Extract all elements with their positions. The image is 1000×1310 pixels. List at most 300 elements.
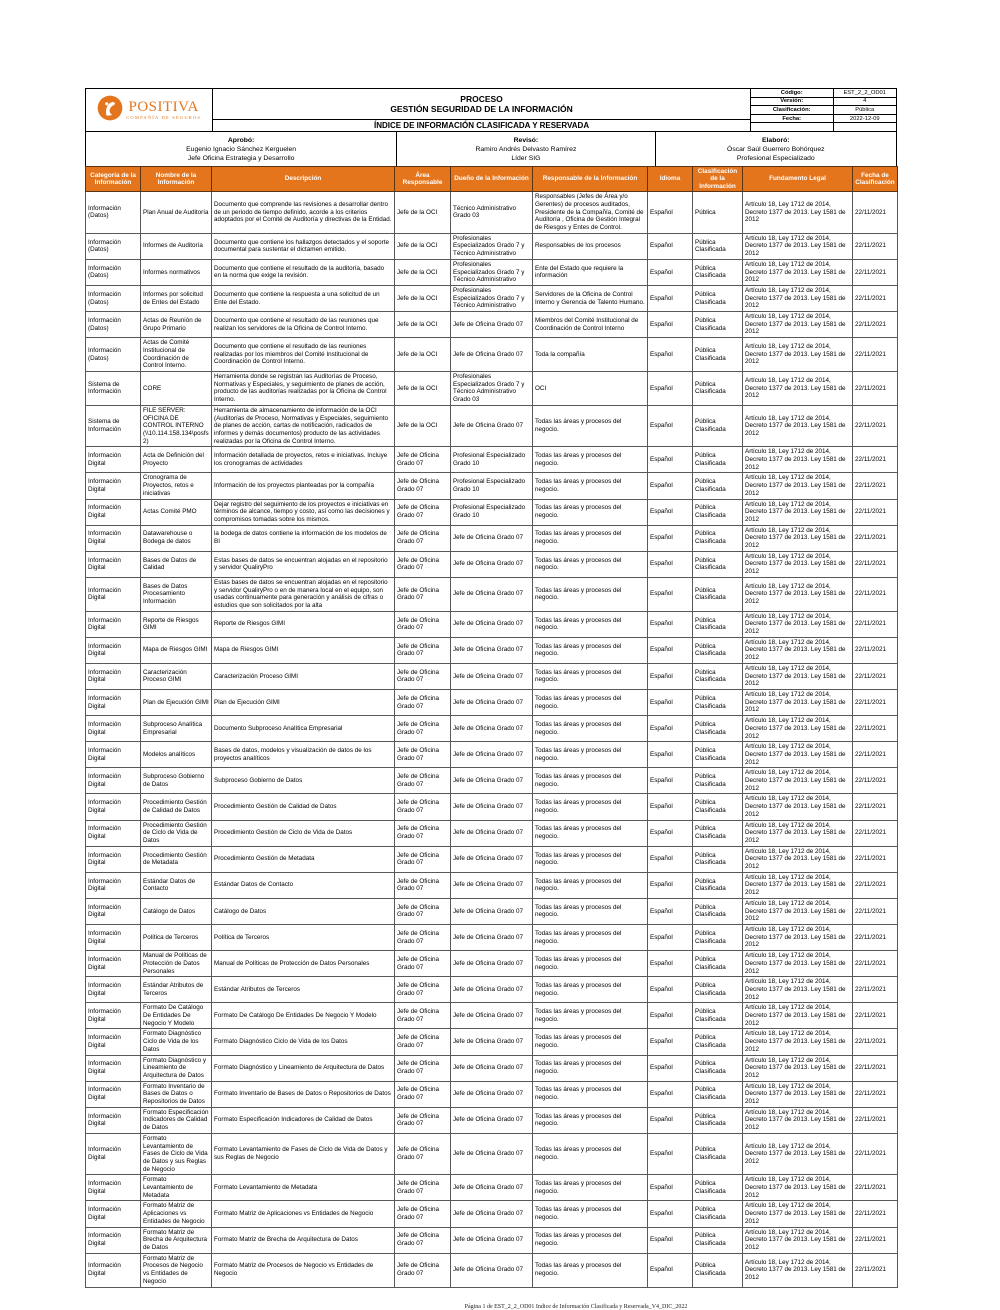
cell-fecha: 22/11/2021: [853, 768, 898, 794]
meta-label: Fecha:: [751, 115, 834, 123]
cell-resp: Todas las áreas y procesos del negocio.: [533, 1201, 648, 1227]
index-title: ÍNDICE DE INFORMACIÓN CLASIFICADA Y RESERVADA: [213, 119, 749, 131]
cell-fecha: 22/11/2021: [853, 312, 898, 338]
cell-desc: Formato Levantamiento de Fases de Ciclo de Vida de Datos y sus Reglas de Negocio: [212, 1133, 395, 1175]
cell-desc: Dejar registro del seguimiento de los proyectos e iniciativas en términos de alcance, tiempo y costo, así como las decisiones y compromisos tomadas sobre los mismos.: [212, 499, 395, 525]
cell-fecha: 22/11/2021: [853, 1055, 898, 1081]
cell-nombre: Informes por solicitud de Entes del Estado: [141, 285, 212, 311]
table-row: [86, 951, 898, 977]
cell-clasif: Pública Clasificada: [693, 742, 743, 768]
cell-area: Jefe de la OCI: [395, 233, 451, 259]
table-row: [86, 405, 898, 447]
cell-desc: Mapa de Riesgos GIMI: [212, 637, 395, 663]
cell-legal: Artículo 18, Ley 1712 de 2014, Decreto 1377 de 2013. Ley 1581 de 2012: [743, 846, 853, 872]
cell-legal: Artículo 18, Ley 1712 de 2014, Decreto 1377 de 2013. Ley 1581 de 2012: [743, 1201, 853, 1227]
cell-clasif: Pública Clasificada: [693, 611, 743, 637]
cell-cat: Información Digital: [86, 1133, 141, 1175]
positiva-logo-icon: [97, 95, 123, 126]
cell-legal: Artículo 18, Ley 1712 de 2014, Decreto 1377 de 2013. Ley 1581 de 2012: [743, 473, 853, 499]
cell-clasif: Pública Clasificada: [693, 259, 743, 285]
table-row: [86, 233, 898, 259]
process-label: PROCESO: [460, 94, 503, 104]
table-row: [86, 338, 898, 372]
cell-resp: Todas las áreas y procesos del negocio.: [533, 794, 648, 820]
table-row: [86, 1003, 898, 1029]
table-row: [86, 1081, 898, 1107]
meta-label: Clasificación:: [751, 106, 834, 114]
cell-nombre: Formato Diagnóstico y Lineamiento de Arquitectura de Datos: [141, 1055, 212, 1081]
cell-resp: Todas las áreas y procesos del negocio.: [533, 577, 648, 611]
cell-legal: Artículo 18, Ley 1712 de 2014, Decreto 1377 de 2013. Ley 1581 de 2012: [743, 924, 853, 950]
cell-cat: Información Digital: [86, 742, 141, 768]
cell-cat: Información Digital: [86, 447, 141, 473]
cell-cat: Información Digital: [86, 716, 141, 742]
cell-nombre: Política de Terceros: [141, 924, 212, 950]
header-row: [86, 167, 898, 192]
table-row: [86, 259, 898, 285]
cell-legal: Artículo 18, Ley 1712 de 2014, Decreto 1377 de 2013. Ley 1581 de 2012: [743, 338, 853, 372]
cell-resp: Todas las áreas y procesos del negocio.: [533, 846, 648, 872]
cell-idioma: Español: [648, 312, 693, 338]
cell-idioma: Español: [648, 768, 693, 794]
cell-clasif: Pública Clasificada: [693, 898, 743, 924]
cell-desc: Formato Especificación Indicadores de Calidad de Datos: [212, 1107, 395, 1133]
cell-fecha: 22/11/2021: [853, 846, 898, 872]
cell-clasif: Pública Clasificada: [693, 846, 743, 872]
cell-desc: Herramienta donde se registran las Auditorías de Proceso, Normativas y Especiales, y seguimiento de planes de acción, producto de las auditorías realizadas por la Oficina de Control Interno.: [212, 371, 395, 405]
table-row: [86, 977, 898, 1003]
cell-legal: Artículo 18, Ley 1712 de 2014, Decreto 1377 de 2013. Ley 1581 de 2012: [743, 285, 853, 311]
table-row: [86, 898, 898, 924]
meta-value: EST_2_2_OD01: [843, 89, 886, 96]
cell-area: Jefe de la OCI: [395, 405, 451, 447]
cell-clasif: Pública Clasificada: [693, 1081, 743, 1107]
cell-idioma: Español: [648, 499, 693, 525]
table-row: [86, 846, 898, 872]
cell-nombre: Manual de Políticas de Protección de Datos Personales: [141, 951, 212, 977]
cell-desc: Documento que contiene los hallazgos detectados y el soporte documental para sustentar el dictamen emitido.: [212, 233, 395, 259]
cell-desc: Caracterización Proceso GIMI: [212, 663, 395, 689]
table-row: [86, 742, 898, 768]
cell-cat: Información Digital: [86, 951, 141, 977]
table-row: [86, 371, 898, 405]
cell-resp: Todas las áreas y procesos del negocio.: [533, 525, 648, 551]
cell-area: Jefe de Oficina Grado 07: [395, 1029, 451, 1055]
col-header-fundamento: Fundamento Legal: [743, 167, 853, 192]
brand-name: POSITIVA: [128, 98, 199, 115]
cell-cat: Información Digital: [86, 551, 141, 577]
cell-fecha: 22/11/2021: [853, 611, 898, 637]
cell-cat: Información Digital: [86, 977, 141, 1003]
brand-tagline: COMPAÑÍA DE SEGUROS: [126, 114, 202, 120]
cell-desc: Documento que contiene el resultado de la auditoría, basado en la norma que exige la revisión.: [212, 259, 395, 285]
approval-label: Aprobó:: [227, 136, 255, 144]
approval-reviso: [397, 132, 655, 166]
cell-area: Jefe de Oficina Grado 07: [395, 473, 451, 499]
table-row: [86, 637, 898, 663]
cell-clasif: Pública Clasificada: [693, 338, 743, 372]
cell-cat: Información Digital: [86, 1081, 141, 1107]
cell-clasif: Pública Clasificada: [693, 716, 743, 742]
cell-cat: Información (Datos): [86, 312, 141, 338]
cell-resp: Todas las áreas y procesos del negocio.: [533, 551, 648, 577]
cell-dueno: Jefe de Oficina Grado 07: [451, 525, 533, 551]
cell-clasif: Pública Clasificada: [693, 977, 743, 1003]
cell-dueno: Jefe de Oficina Grado 07: [451, 742, 533, 768]
cell-nombre: Estándar Datos de Contacto: [141, 872, 212, 898]
cell-area: Jefe de Oficina Grado 07: [395, 951, 451, 977]
cell-resp: Todas las áreas y procesos del negocio.: [533, 690, 648, 716]
cell-nombre: Subproceso Gobierno de Datos: [141, 768, 212, 794]
cell-idioma: Español: [648, 951, 693, 977]
table-row: [86, 1055, 898, 1081]
logo-cell: [86, 89, 213, 131]
cell-idioma: Español: [648, 846, 693, 872]
cell-area: Jefe de Oficina Grado 07: [395, 690, 451, 716]
cell-clasif: Pública Clasificada: [693, 690, 743, 716]
cell-dueno: Jefe de Oficina Grado 07: [451, 1227, 533, 1253]
col-header-dueno: Dueño de la Información: [451, 167, 533, 192]
cell-cat: Información Digital: [86, 1253, 141, 1287]
cell-clasif: Pública Clasificada: [693, 1029, 743, 1055]
table-row: [86, 924, 898, 950]
cell-dueno: Jefe de Oficina Grado 07: [451, 405, 533, 447]
cell-legal: Artículo 18, Ley 1712 de 2014, Decreto 1377 de 2013. Ley 1581 de 2012: [743, 820, 853, 846]
cell-dueno: Técnico Administrativo Grado 03: [451, 192, 533, 234]
cell-idioma: Español: [648, 1201, 693, 1227]
cell-dueno: Jefe de Oficina Grado 07: [451, 768, 533, 794]
cell-legal: Artículo 18, Ley 1712 de 2014, Decreto 1377 de 2013. Ley 1581 de 2012: [743, 1175, 853, 1201]
cell-resp: Todas las áreas y procesos del negocio.: [533, 611, 648, 637]
cell-fecha: 22/11/2021: [853, 525, 898, 551]
cell-area: Jefe de Oficina Grado 07: [395, 1003, 451, 1029]
cell-idioma: Español: [648, 1253, 693, 1287]
title-cell: [213, 89, 750, 131]
cell-desc: Estándar Atributos de Terceros: [212, 977, 395, 1003]
cell-resp: Todas las áreas y procesos del negocio.: [533, 898, 648, 924]
cell-idioma: Español: [648, 447, 693, 473]
cell-idioma: Español: [648, 1133, 693, 1175]
cell-legal: Artículo 18, Ley 1712 de 2014, Decreto 1377 de 2013. Ley 1581 de 2012: [743, 1133, 853, 1175]
cell-area: Jefe de Oficina Grado 07: [395, 499, 451, 525]
cell-clasif: Pública Clasificada: [693, 312, 743, 338]
index-table-body: [86, 192, 898, 1287]
meta-value: 2022-12-09: [849, 115, 880, 122]
cell-legal: Artículo 18, Ley 1712 de 2014, Decreto 1377 de 2013. Ley 1581 de 2012: [743, 663, 853, 689]
cell-clasif: Pública Clasificada: [693, 1201, 743, 1227]
col-header-area: Área Responsable: [395, 167, 451, 192]
cell-dueno: Jefe de Oficina Grado 07: [451, 872, 533, 898]
cell-idioma: Español: [648, 473, 693, 499]
cell-clasif: Pública Clasificada: [693, 1055, 743, 1081]
cell-legal: Artículo 18, Ley 1712 de 2014, Decreto 1377 de 2013. Ley 1581 de 2012: [743, 525, 853, 551]
cell-idioma: Español: [648, 1175, 693, 1201]
cell-fecha: 22/11/2021: [853, 577, 898, 611]
cell-fecha: 22/11/2021: [853, 1003, 898, 1029]
cell-area: Jefe de Oficina Grado 07: [395, 663, 451, 689]
cell-clasif: Pública Clasificada: [693, 405, 743, 447]
approval-label: Elaboró:: [762, 136, 790, 144]
meta-value: Pública: [855, 106, 875, 113]
meta-value-empty: [834, 123, 896, 131]
cell-cat: Información Digital: [86, 1175, 141, 1201]
meta-row-version: [751, 98, 896, 107]
cell-desc: Formato Levantamiento de Metadata: [212, 1175, 395, 1201]
cell-dueno: Jefe de Oficina Grado 07: [451, 924, 533, 950]
cell-desc: Formato Matriz de Brecha de Arquitectura de Datos: [212, 1227, 395, 1253]
cell-nombre: Informes normativos: [141, 259, 212, 285]
table-row: [86, 473, 898, 499]
cell-dueno: Jefe de Oficina Grado 07: [451, 1029, 533, 1055]
cell-legal: Artículo 18, Ley 1712 de 2014, Decreto 1377 de 2013. Ley 1581 de 2012: [743, 405, 853, 447]
cell-legal: Artículo 18, Ley 1712 de 2014, Decreto 1377 de 2013. Ley 1581 de 2012: [743, 447, 853, 473]
cell-desc: Plan de Ejecución GIMI: [212, 690, 395, 716]
cell-area: Jefe de Oficina Grado 07: [395, 637, 451, 663]
cell-desc: Información de los proyectos planteadas por la compañía: [212, 473, 395, 499]
cell-idioma: Español: [648, 1107, 693, 1133]
cell-resp: Todas las áreas y procesos del negocio.: [533, 872, 648, 898]
cell-nombre: Plan Anual de Auditoría: [141, 192, 212, 234]
cell-nombre: Actas de Comité Institucional de Coordinación de Control Interno.: [141, 338, 212, 372]
cell-idioma: Español: [648, 637, 693, 663]
cell-clasif: Pública Clasificada: [693, 1133, 743, 1175]
cell-dueno: Profesionales Especializados Grado 7 y Técnico Administrativo Grado 03: [451, 371, 533, 405]
cell-cat: Información Digital: [86, 768, 141, 794]
cell-clasif: Pública Clasificada: [693, 924, 743, 950]
cell-fecha: 22/11/2021: [853, 1201, 898, 1227]
document-sheet: [85, 88, 897, 1310]
cell-dueno: Jefe de Oficina Grado 07: [451, 551, 533, 577]
cell-clasif: Pública Clasificada: [693, 637, 743, 663]
cell-area: Jefe de Oficina Grado 07: [395, 977, 451, 1003]
cell-legal: Artículo 18, Ley 1712 de 2014, Decreto 1377 de 2013. Ley 1581 de 2012: [743, 551, 853, 577]
cell-dueno: Profesional Especializado Grado 10: [451, 473, 533, 499]
meta-label: Versión:: [751, 98, 834, 106]
cell-desc: Documento que contiene el resultado de las reuniones realizadas por los miembros del Comité Institucional de Coordinación de Control Interno.: [212, 338, 395, 372]
cell-resp: Todas las áreas y procesos del negocio.: [533, 1081, 648, 1107]
cell-legal: Artículo 18, Ley 1712 de 2014, Decreto 1377 de 2013. Ley 1581 de 2012: [743, 577, 853, 611]
col-header-fecha: Fecha de Clasificación: [853, 167, 898, 192]
table-row: [86, 663, 898, 689]
cell-fecha: 22/11/2021: [853, 1029, 898, 1055]
cell-clasif: Pública: [693, 192, 743, 234]
cell-area: Jefe de Oficina Grado 07: [395, 820, 451, 846]
cell-legal: Artículo 18, Ley 1712 de 2014, Decreto 1377 de 2013. Ley 1581 de 2012: [743, 1003, 853, 1029]
cell-idioma: Español: [648, 525, 693, 551]
cell-resp: Todas las áreas y procesos del negocio.: [533, 977, 648, 1003]
cell-resp: Todas las áreas y procesos del negocio.: [533, 716, 648, 742]
cell-legal: Artículo 18, Ley 1712 de 2014, Decreto 1377 de 2013. Ley 1581 de 2012: [743, 1081, 853, 1107]
cell-legal: Artículo 18, Ley 1712 de 2014, Decreto 1377 de 2013. Ley 1581 de 2012: [743, 233, 853, 259]
cell-area: Jefe de Oficina Grado 07: [395, 447, 451, 473]
approval-aprobo: [86, 132, 397, 166]
cell-legal: Artículo 18, Ley 1712 de 2014, Decreto 1377 de 2013. Ley 1581 de 2012: [743, 742, 853, 768]
logo-wordmark: [126, 100, 201, 121]
cell-clasif: Pública Clasificada: [693, 499, 743, 525]
cell-resp: Todas las áreas y procesos del negocio.: [533, 663, 648, 689]
approval-strip: [85, 131, 897, 166]
cell-fecha: 22/11/2021: [853, 447, 898, 473]
table-row: [86, 611, 898, 637]
cell-cat: Información (Datos): [86, 338, 141, 372]
cell-dueno: Jefe de Oficina Grado 07: [451, 1201, 533, 1227]
cell-desc: Procedimiento Gestión de Calidad de Datos: [212, 794, 395, 820]
table-row: [86, 690, 898, 716]
cell-idioma: Español: [648, 259, 693, 285]
table-row: [86, 551, 898, 577]
cell-idioma: Español: [648, 794, 693, 820]
cell-desc: Formato Matriz de Aplicaciones vs Entidades de Negocio: [212, 1201, 395, 1227]
cell-dueno: Jefe de Oficina Grado 07: [451, 846, 533, 872]
cell-resp: Todas las áreas y procesos del negocio.: [533, 820, 648, 846]
cell-fecha: 22/11/2021: [853, 551, 898, 577]
cell-area: Jefe de Oficina Grado 07: [395, 1175, 451, 1201]
cell-cat: Información Digital: [86, 846, 141, 872]
cell-legal: Artículo 18, Ley 1712 de 2014, Decreto 1377 de 2013. Ley 1581 de 2012: [743, 192, 853, 234]
cell-dueno: Profesionales Especializados Grado 7 y Técnico Administrativo: [451, 259, 533, 285]
cell-area: Jefe de la OCI: [395, 259, 451, 285]
table-row: [86, 447, 898, 473]
meta-row-clasificacion: [751, 106, 896, 115]
cell-idioma: Español: [648, 924, 693, 950]
cell-idioma: Español: [648, 338, 693, 372]
cell-dueno: Jefe de Oficina Grado 07: [451, 1107, 533, 1133]
cell-clasif: Pública Clasificada: [693, 371, 743, 405]
table-row: [86, 312, 898, 338]
cell-area: Jefe de Oficina Grado 07: [395, 898, 451, 924]
cell-dueno: Jefe de Oficina Grado 07: [451, 716, 533, 742]
cell-idioma: Español: [648, 551, 693, 577]
meta-row-codigo: [751, 89, 896, 98]
cell-nombre: Estándar Atributos de Terceros: [141, 977, 212, 1003]
cell-idioma: Español: [648, 1081, 693, 1107]
cell-nombre: Procedimiento Gestión de Metadata: [141, 846, 212, 872]
cell-legal: Artículo 18, Ley 1712 de 2014, Decreto 1377 de 2013. Ley 1581 de 2012: [743, 1029, 853, 1055]
cell-area: Jefe de Oficina Grado 07: [395, 846, 451, 872]
cell-fecha: 22/11/2021: [853, 338, 898, 372]
cell-dueno: Profesionales Especializados Grado 7 y Técnico Administrativo: [451, 233, 533, 259]
cell-fecha: 22/11/2021: [853, 716, 898, 742]
cell-idioma: Español: [648, 611, 693, 637]
cell-fecha: 22/11/2021: [853, 1227, 898, 1253]
cell-area: Jefe de la OCI: [395, 312, 451, 338]
table-row: [86, 1133, 898, 1175]
cell-clasif: Pública Clasificada: [693, 768, 743, 794]
cell-resp: Todas las áreas y procesos del negocio.: [533, 499, 648, 525]
cell-cat: Información (Datos): [86, 259, 141, 285]
cell-dueno: Jefe de Oficina Grado 07: [451, 951, 533, 977]
cell-fecha: 22/11/2021: [853, 192, 898, 234]
cell-dueno: Profesional Especializado Grado 10: [451, 499, 533, 525]
cell-area: Jefe de la OCI: [395, 192, 451, 234]
cell-nombre: Subproceso Analítica Empresarial: [141, 716, 212, 742]
cell-idioma: Español: [648, 977, 693, 1003]
cell-legal: Artículo 18, Ley 1712 de 2014, Decreto 1377 de 2013. Ley 1581 de 2012: [743, 794, 853, 820]
cell-fecha: 22/11/2021: [853, 499, 898, 525]
cell-clasif: Pública Clasificada: [693, 1107, 743, 1133]
cell-dueno: Jefe de Oficina Grado 07: [451, 977, 533, 1003]
process-title: [213, 89, 749, 119]
cell-legal: Artículo 18, Ley 1712 de 2014, Decreto 1377 de 2013. Ley 1581 de 2012: [743, 898, 853, 924]
cell-nombre: Bases de Datos de Calidad: [141, 551, 212, 577]
cell-desc: Procedimiento Gestión de Metadata: [212, 846, 395, 872]
cell-dueno: Jefe de Oficina Grado 07: [451, 637, 533, 663]
cell-fecha: 22/11/2021: [853, 951, 898, 977]
cell-resp: Ente del Estado que requiere la información: [533, 259, 648, 285]
cell-idioma: Español: [648, 285, 693, 311]
cell-nombre: Catálogo de Datos: [141, 898, 212, 924]
cell-fecha: 22/11/2021: [853, 1133, 898, 1175]
cell-legal: Artículo 18, Ley 1712 de 2014, Decreto 1377 de 2013. Ley 1581 de 2012: [743, 977, 853, 1003]
cell-legal: Artículo 18, Ley 1712 de 2014, Decreto 1377 de 2013. Ley 1581 de 2012: [743, 312, 853, 338]
cell-desc: Documento que comprende las revisiones a desarrollar dentro de un periodo de tiempo definido, acorde a los criterios adoptados por el Comité de Auditoría y directivas de la Entidad.: [212, 192, 395, 234]
cell-legal: Artículo 18, Ley 1712 de 2014, Decreto 1377 de 2013. Ley 1581 de 2012: [743, 1107, 853, 1133]
cell-area: Jefe de Oficina Grado 07: [395, 794, 451, 820]
table-row: [86, 1175, 898, 1201]
cell-nombre: Actas Comité PMO: [141, 499, 212, 525]
cell-area: Jefe de Oficina Grado 07: [395, 577, 451, 611]
cell-desc: Formato De Catálogo De Entidades De Negocio Y Modelo: [212, 1003, 395, 1029]
cell-area: Jefe de la OCI: [395, 285, 451, 311]
cell-idioma: Español: [648, 192, 693, 234]
cell-resp: Todas las áreas y procesos del negocio.: [533, 1029, 648, 1055]
cell-cat: Información Digital: [86, 924, 141, 950]
cell-fecha: 22/11/2021: [853, 637, 898, 663]
cell-nombre: Caracterización Proceso GIMI: [141, 663, 212, 689]
cell-dueno: Jefe de Oficina Grado 07: [451, 1253, 533, 1287]
table-row: [86, 768, 898, 794]
table-row: [86, 1107, 898, 1133]
cell-area: Jefe de Oficina Grado 07: [395, 611, 451, 637]
cell-clasif: Pública Clasificada: [693, 1003, 743, 1029]
table-row: [86, 577, 898, 611]
cell-legal: Artículo 18, Ley 1712 de 2014, Decreto 1377 de 2013. Ley 1581 de 2012: [743, 1227, 853, 1253]
approval-role: Líder SIG: [511, 154, 541, 162]
meta-label: Código:: [751, 89, 834, 97]
cell-dueno: Jefe de Oficina Grado 07: [451, 1133, 533, 1175]
table-row: [86, 525, 898, 551]
cell-fecha: 22/11/2021: [853, 233, 898, 259]
cell-area: Jefe de Oficina Grado 07: [395, 1107, 451, 1133]
cell-idioma: Español: [648, 405, 693, 447]
cell-area: Jefe de Oficina Grado 07: [395, 1081, 451, 1107]
document-header: [85, 88, 897, 131]
meta-row-empty: [751, 123, 896, 131]
meta-value: 4: [863, 98, 867, 105]
cell-resp: Todas las áreas y procesos del negocio.: [533, 405, 648, 447]
cell-dueno: Jefe de Oficina Grado 07: [451, 1175, 533, 1201]
cell-nombre: Datawarehouse o Bodega de datos: [141, 525, 212, 551]
cell-dueno: Jefe de Oficina Grado 07: [451, 577, 533, 611]
approval-role: Jefe Oficina Estrategia y Desarrollo: [187, 154, 295, 162]
cell-area: Jefe de la OCI: [395, 371, 451, 405]
cell-fecha: 22/11/2021: [853, 1175, 898, 1201]
cell-cat: Información Digital: [86, 611, 141, 637]
cell-legal: Artículo 18, Ley 1712 de 2014, Decreto 1377 de 2013. Ley 1581 de 2012: [743, 690, 853, 716]
cell-legal: Artículo 18, Ley 1712 de 2014, Decreto 1377 de 2013. Ley 1581 de 2012: [743, 951, 853, 977]
cell-desc: Documento que contiene el resultado de las reuniones que realizan los servidores de la Oficina de Control Interno.: [212, 312, 395, 338]
cell-legal: Artículo 18, Ley 1712 de 2014, Decreto 1377 de 2013. Ley 1581 de 2012: [743, 499, 853, 525]
table-row: [86, 820, 898, 846]
cell-clasif: Pública Clasificada: [693, 577, 743, 611]
cell-cat: Información Digital: [86, 1029, 141, 1055]
cell-dueno: Jefe de Oficina Grado 07: [451, 1055, 533, 1081]
cell-area: Jefe de Oficina Grado 07: [395, 551, 451, 577]
cell-cat: Información Digital: [86, 663, 141, 689]
cell-cat: Sistema de Información: [86, 371, 141, 405]
cell-resp: Todas las áreas y procesos del negocio.: [533, 1227, 648, 1253]
cell-clasif: Pública Clasificada: [693, 872, 743, 898]
